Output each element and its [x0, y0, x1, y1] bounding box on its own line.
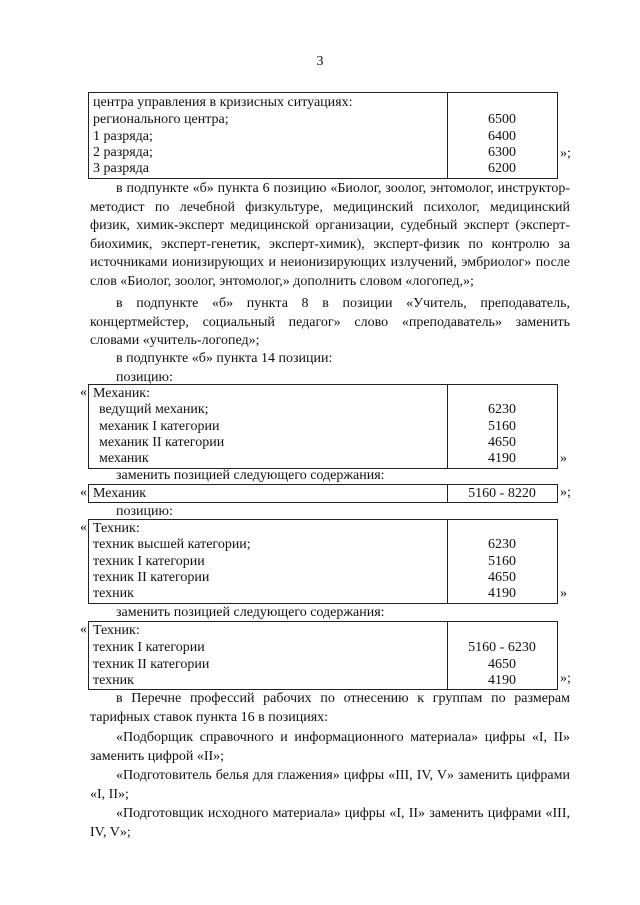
position-label: позицию: — [116, 370, 173, 385]
table-technician-new — [88, 621, 558, 690]
open-quote: « — [80, 520, 87, 535]
table-row-value: 4650 — [488, 570, 516, 585]
table-row-value: 5160 — [488, 554, 516, 569]
replace-label: заменить позицией следующего содержания: — [116, 605, 385, 620]
table-row-label: механик II категории — [99, 435, 225, 450]
table-row-value: 4190 — [488, 586, 516, 601]
table-row-label: техник высшей категории; — [93, 537, 251, 552]
table-row-label: регионального центра; — [93, 112, 229, 127]
table-row-value: 6500 — [488, 112, 516, 127]
table-row-label: 2 разряда; — [93, 145, 153, 160]
paragraph-teacher: в подпункте «б» пункта 8 в позиции «Учитель, преподаватель, концертмейстер, социальный педагог» слово «преподаватель» заменить словами «учитель-логопед»; — [90, 296, 570, 349]
closing-quote: »; — [560, 485, 571, 500]
table-row-label: Техник: — [93, 623, 140, 638]
table-row-label: центра управления в кризисных ситуациях: — [93, 95, 353, 110]
table-row-value: 6230 — [488, 537, 516, 552]
table-row-label: Механик — [93, 486, 147, 501]
table-row-label: техник II категории — [93, 657, 210, 672]
open-quote: « — [80, 485, 87, 500]
table-row-label: техник I категории — [93, 640, 205, 655]
paragraph-item-16: в Перечне профессий рабочих по отнесению к группам по размерам тарифных ставок пункта 16 в позициях: — [90, 691, 570, 725]
table-row-label: техник — [93, 586, 134, 601]
table-row-value: 6200 — [488, 161, 516, 176]
paragraph-biolog: в подпункте «б» пункта 6 позицию «Биолог, зоолог, энтомолог, инструктор-методист по лечебной физкультуре, медицинский психолог, медицинский физик, химик-эксперт медицинской организации, судебный эксперт (эксперт-биохимик, эксперт-генетик, эксперт-химик), эксперт-физик по контролю за источниками ионизирующих и неионизирующих излучений, эмбриолог» после слов «Биолог, зоолог, энтомолог,» дополнить словом «логопед,»; — [90, 181, 570, 289]
table-row-value: 6230 — [488, 402, 516, 417]
paragraph-podborshchik: «Подборщик справочного и информационного материала» цифры «I, II» заменить цифрой «II»; — [90, 730, 570, 764]
table-row-label: техник II категории — [93, 570, 210, 585]
closing-quote: » — [560, 451, 567, 466]
table-row-label: механик I категории — [99, 419, 220, 434]
table-row-value: 4190 — [488, 451, 516, 466]
replace-label: заменить позицией следующего содержания: — [116, 468, 385, 483]
table-crisis-center — [88, 92, 558, 179]
page-number: 3 — [316, 54, 324, 69]
closing-quote: »; — [560, 146, 571, 161]
table-row-value: 6400 — [488, 129, 516, 144]
paragraph-podgotovshchik: «Подготовщик исходного материала» цифры «I, II» заменить цифрами «III, IV, V»; — [90, 806, 570, 840]
table-row-label: 1 разряда; — [93, 129, 153, 144]
table-row-label: 3 разряда — [93, 161, 150, 176]
table-row-label: механик — [99, 451, 149, 466]
table-row-value: 4650 — [488, 435, 516, 450]
table-row-value: 5160 - 6230 — [468, 640, 536, 655]
open-quote: « — [80, 622, 87, 637]
table-row-value: 5160 - 8220 — [468, 486, 536, 501]
table-row-label: ведущий механик; — [99, 402, 209, 417]
table-mechanic-new — [88, 484, 558, 503]
table-row-label: техник I категории — [93, 554, 205, 569]
position-label: позицию: — [116, 504, 173, 519]
table-row-value: 5160 — [488, 419, 516, 434]
table-row-label: Техник: — [93, 521, 140, 536]
table-mechanic — [88, 384, 558, 469]
paragraph-item-14: в подпункте «б» пункта 14 позиции: — [116, 351, 333, 366]
closing-quote: » — [560, 586, 567, 601]
table-row-value: 4650 — [488, 657, 516, 672]
paragraph-podgotovitel: «Подготовитель белья для глажения» цифры «III, IV, V» заменить цифрами «I, II»; — [90, 768, 570, 802]
table-row-value: 4190 — [488, 673, 516, 688]
open-quote: « — [80, 385, 87, 400]
table-row-value: 6300 — [488, 145, 516, 160]
table-row-label: Механик: — [93, 386, 150, 401]
closing-quote: »; — [560, 671, 571, 686]
table-row-label: техник — [93, 673, 134, 688]
table-technician — [88, 519, 558, 604]
